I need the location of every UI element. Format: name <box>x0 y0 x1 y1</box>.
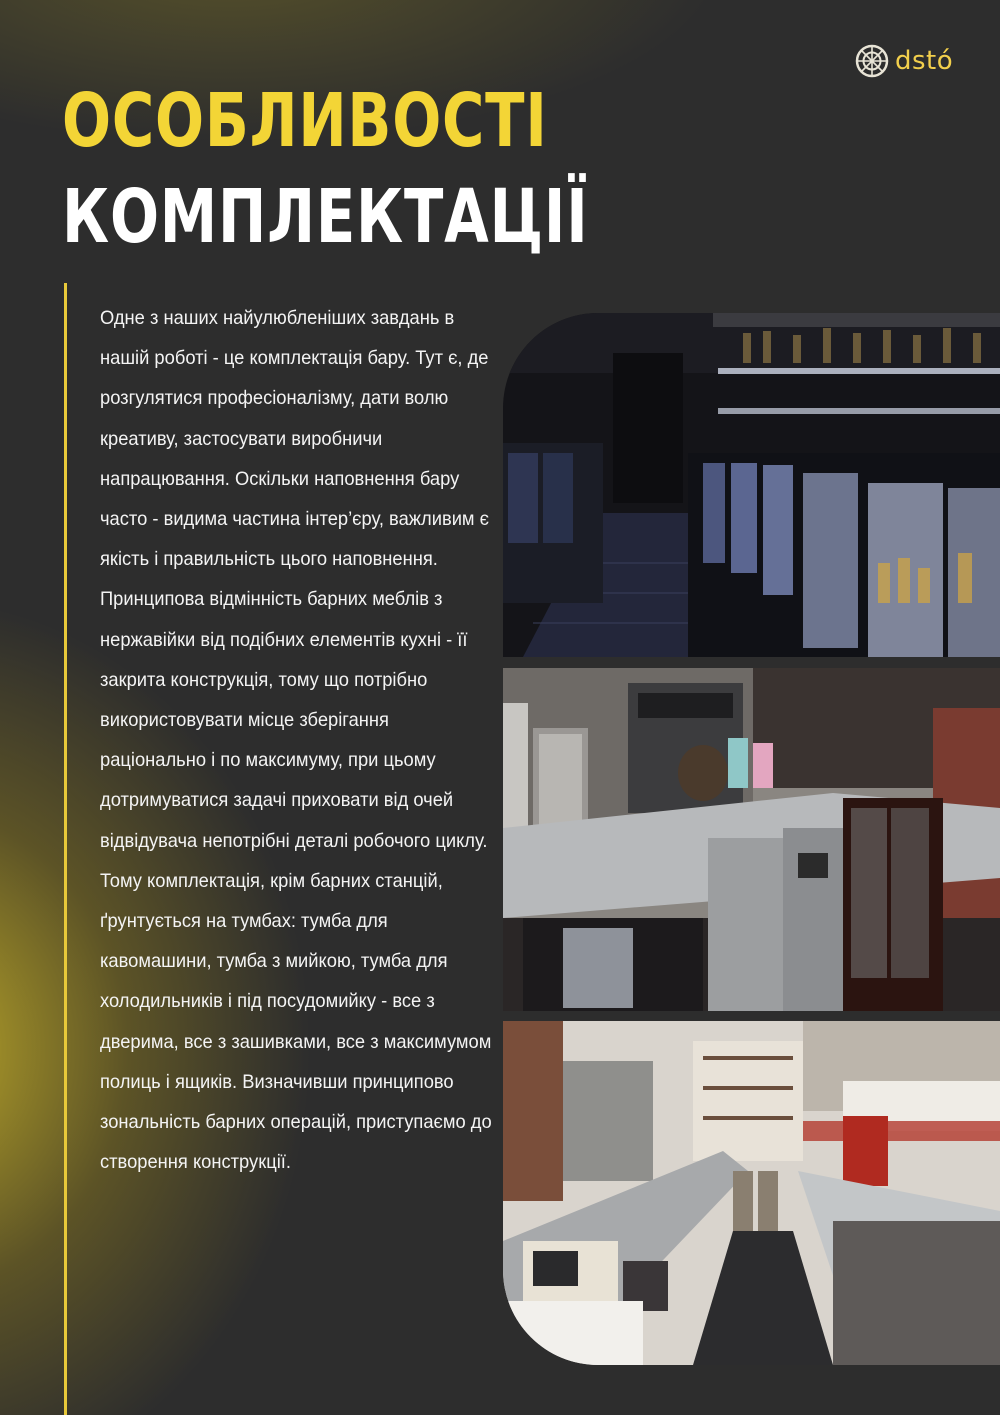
bar-corridor-fridges-photo <box>503 313 1000 657</box>
coffee-station-counter-photo <box>503 668 1000 1011</box>
page-title-line-2: КОМПЛЕКТАЦІЇ <box>62 174 589 260</box>
bar-counter-overview-photo <box>503 1021 1000 1365</box>
body-paragraph: Одне з наших найулюбленіших завдань в нашій роботі - це комплектація бару. Тут є, де розгулятися професіоналізму, дати волю креативу, застосувати виробничи напрацювання. Оскільки наповнення бару часто - видима частина інтер’єру, важливим є якість і правильність цього наповнення. Принципова відмінність барних меблів з нержавійки від подібних елементів кухні - її закрита конструкція, тому що потрібно використовувати місце зберігання раціонально і по максимуму, при цьому дотримуватися задачі приховати від очей відвідувача непотрібні деталі робочого циклу. Тому комплектація, крім барних станцій, ґрунтується на тумбах: тумба для кавомашини, тумба з мийкою, тумба для холодильників і під посудомийку - все з дверима, все з зашивками, все з максимумом полиць і ящиків. Визначивши принципово зональність барних операцій, приступаємо до створення конструкції. <box>100 307 492 1174</box>
brand-name: dstó <box>895 46 954 76</box>
brand-logo <box>855 44 953 78</box>
dsto-logo-icon <box>855 44 889 78</box>
accent-divider <box>64 283 67 1415</box>
page-title-line-1: ОСОБЛИВОСТІ <box>62 78 548 164</box>
